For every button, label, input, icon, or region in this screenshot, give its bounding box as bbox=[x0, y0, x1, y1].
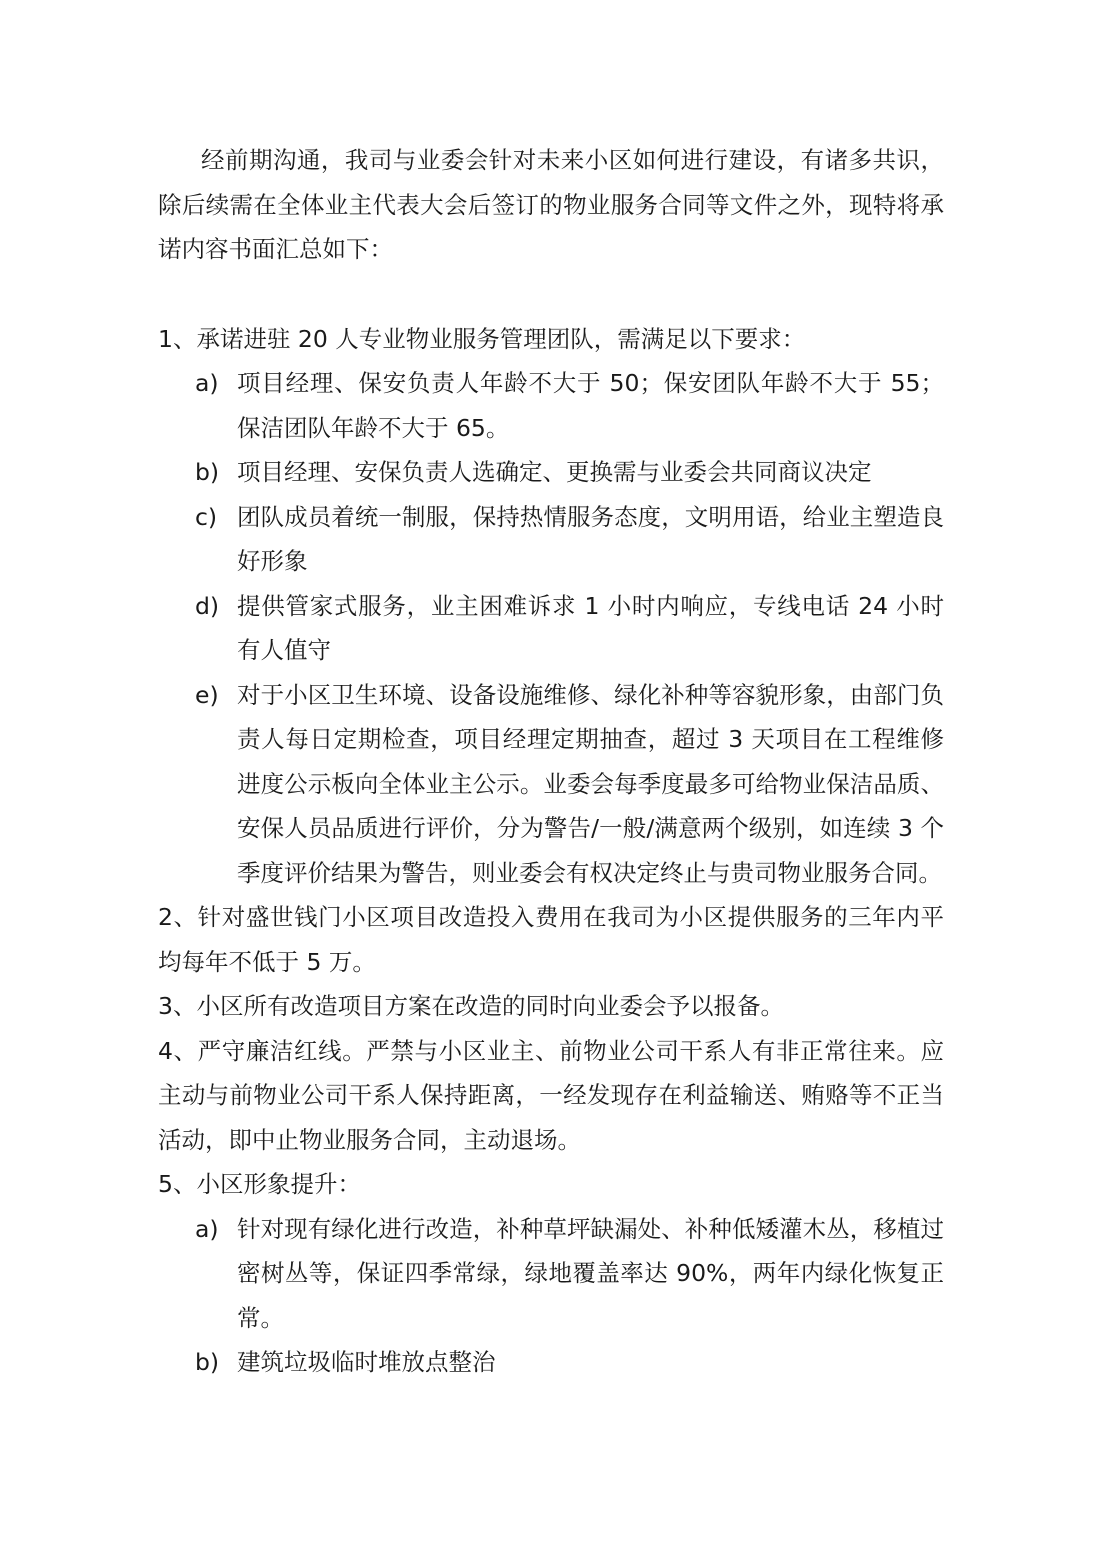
sub-label: e) bbox=[195, 680, 219, 709]
item-1-sub-e bbox=[158, 673, 944, 896]
sub-label: b) bbox=[195, 458, 220, 486]
sub-text: 对于小区卫生环境、设备设施维修、绿化补种等容貌形象，由部门负责人每日定期检查，项目经理定期抽查，超过 3 天项目在工程维修进度公示板向全体业主公示。业委会每季度最多可给物业保洁品质、安保人员品质进行评价，分为警告/一般/满意两个级别，如连续 3 个季度评价结果为警告，则业委会有权决定终止与贵司物业服务合同。 bbox=[237, 680, 944, 887]
sub-label: a) bbox=[195, 369, 219, 397]
sub-text: 项目经理、保安负责人年龄不大于 50；保安团队年龄不大于 55；保洁团队年龄不大于 65。 bbox=[237, 369, 944, 442]
sub-label: d) bbox=[195, 591, 220, 620]
item-1-sub-c bbox=[158, 495, 944, 584]
sub-text: 项目经理、安保负责人选确定、更换需与业委会共同商议决定 bbox=[237, 458, 872, 486]
item-1-sub-a bbox=[158, 361, 944, 450]
sub-label: b) bbox=[195, 1348, 220, 1376]
item-4: 4、严守廉洁红线。严禁与小区业主、前物业公司干系人有非正常往来。应主动与前物业公司干系人保持距离，一经发现存在利益输送、贿赂等不正当活动，即中止物业服务合同，主动退场。 bbox=[158, 1036, 944, 1154]
sub-label: a) bbox=[195, 1214, 219, 1243]
item-5-sub-b bbox=[158, 1340, 944, 1385]
sub-text: 建筑垃圾临时堆放点整治 bbox=[237, 1348, 496, 1376]
item-1: 1、承诺进驻 20 人专业物业服务管理团队，需满足以下要求： bbox=[158, 324, 806, 353]
item-2: 2、针对盛世钱门小区项目改造投入费用在我司为小区提供服务的三年内平均每年不低于 5 万。 bbox=[158, 903, 944, 976]
item-5: 5、小区形象提升： bbox=[158, 1170, 361, 1198]
item-5-sub-a bbox=[158, 1207, 944, 1341]
sub-text: 提供管家式服务，业主困难诉求 1 小时内响应，专线电话 24 小时有人值守 bbox=[237, 591, 944, 664]
sub-text: 针对现有绿化进行改造，补种草坪缺漏处、补种低矮灌木丛，移植过密树丛等，保证四季常绿，绿地覆盖率达 90%，两年内绿化恢复正常。 bbox=[237, 1214, 944, 1332]
intro-paragraph: 经前期沟通，我司与业委会针对未来小区如何进行建设，有诸多共识，除后续需在全体业主代表大会后签订的物业服务合同等文件之外，现特将承诺内容书面汇总如下： bbox=[158, 146, 944, 263]
sub-text: 团队成员着统一制服，保持热情服务态度，文明用语，给业主塑造良好形象 bbox=[237, 502, 944, 575]
item-3: 3、小区所有改造项目方案在改造的同时向业委会予以报备。 bbox=[158, 992, 784, 1020]
item-1-sub-d bbox=[158, 584, 944, 673]
item-1-sub-b bbox=[158, 450, 944, 495]
sub-label: c) bbox=[195, 502, 218, 531]
document-page bbox=[158, 138, 944, 1385]
